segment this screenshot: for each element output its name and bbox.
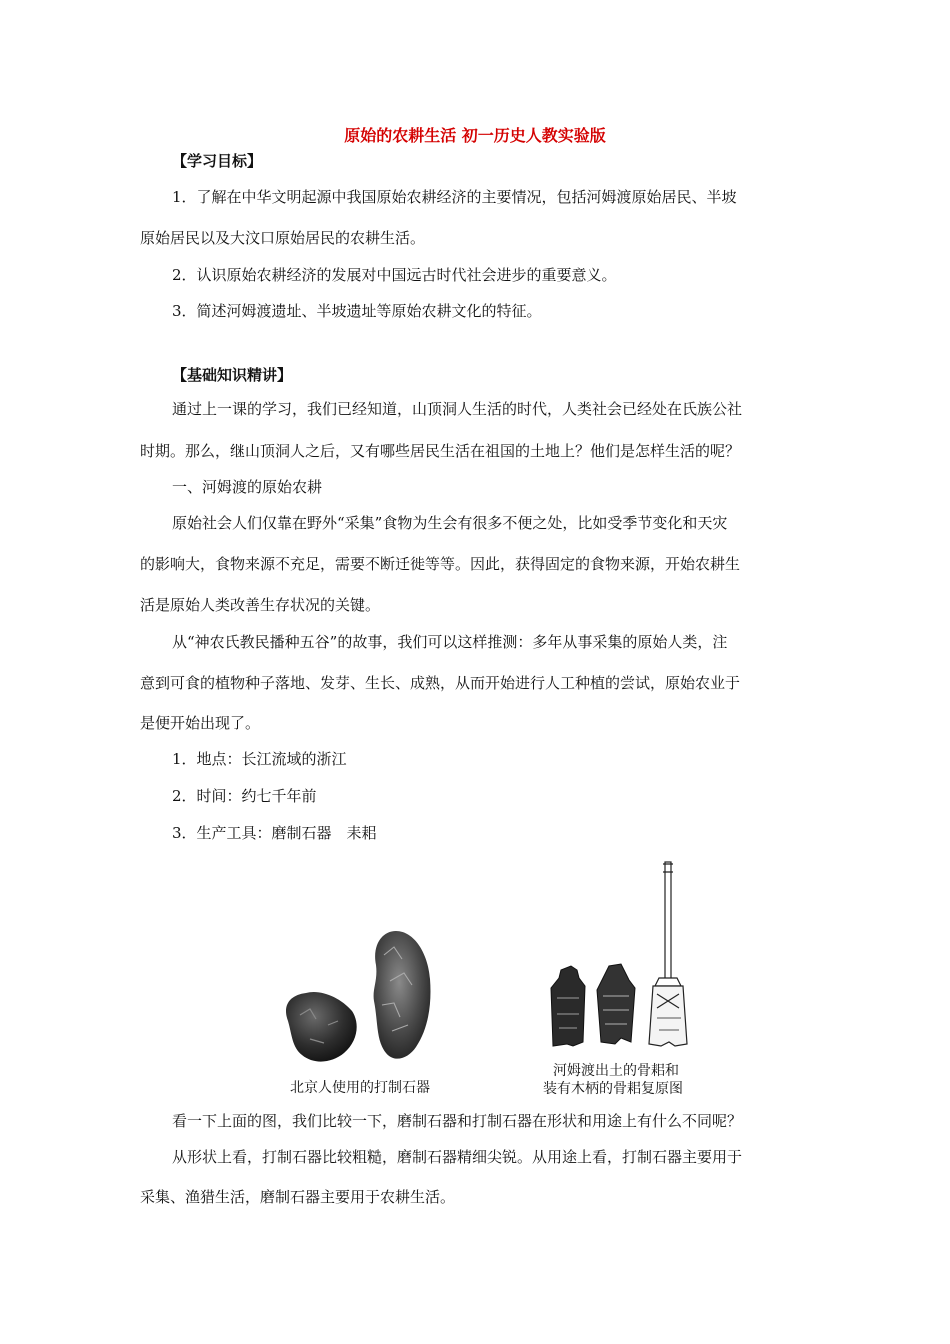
goal-1-line-1: 1．了解在中华文明起源中我国原始农耕经济的主要情况，包括河姆渡原始居民、半坡 xyxy=(172,188,737,206)
paragraph-3: 看一下上面的图，我们比较一下，磨制石器和打制石器在形状和用途上有什么不同呢？ xyxy=(172,1112,743,1130)
goal-3: 3．简述河姆渡遗址、半坡遗址等原始农耕文化的特征。 xyxy=(172,302,542,320)
caption-bone-spade-line-2: 装有木柄的骨耜复原图 xyxy=(543,1081,683,1097)
paragraph-4-line-2: 采集、渔猎生活，磨制石器主要用于农耕生活。 xyxy=(140,1188,456,1206)
reconstructed-bone-spade xyxy=(649,986,687,1046)
paragraph-1-line-1: 原始社会人们仅靠在野外“采集”食物为生会有很多不便之处，比如受季节变化和天灾 xyxy=(172,514,728,532)
caption-bone-spade-line-1: 河姆渡出土的骨耜和 xyxy=(553,1063,679,1079)
paragraph-2-line-3: 是便开始出现了。 xyxy=(140,714,261,732)
paragraph-1-line-2: 的影响大，食物来源不充足，需要不断迁徙等等。因此，获得固定的食物来源，开始农耕生 xyxy=(140,555,741,573)
paragraph-2-line-1: 从“神农氏教民播种五谷”的故事，我们可以这样推测：多年从事采集的原始人类，注 xyxy=(172,633,728,651)
subheading-hemudu: 一、河姆渡的原始农耕 xyxy=(172,478,323,496)
intro-line-2: 时期。那么，继山顶洞人之后，又有哪些居民生活在祖国的土地上？他们是怎样生活的呢？ xyxy=(140,442,741,460)
small-stone-tool xyxy=(286,992,357,1062)
paragraph-4-line-1: 从形状上看，打制石器比较粗糙，磨制石器精细尖锐。从用途上看，打制石器主要用于 xyxy=(172,1148,743,1166)
paragraph-1-line-3: 活是原始人类改善生存状况的关键。 xyxy=(140,596,381,614)
chipped-stone-tools-figure xyxy=(280,925,440,1075)
section-heading-basics: 【基础知识精讲】 xyxy=(172,366,293,384)
list-item-location: 1．地点：长江流域的浙江 xyxy=(172,750,347,768)
list-item-time: 2．时间：约七千年前 xyxy=(172,787,317,805)
bone-spade-2 xyxy=(597,964,635,1044)
bone-spade-figure xyxy=(545,858,695,1058)
section-heading-learning-goals: 【学习目标】 xyxy=(172,152,263,170)
large-stone-tool xyxy=(374,931,431,1059)
paragraph-2-line-2: 意到可食的植物种子落地、发芽、生长、成熟，从而开始进行人工种植的尝试，原始农业于 xyxy=(140,674,741,692)
caption-chipped-stone-tools: 北京人使用的打制石器 xyxy=(290,1080,430,1096)
document-title: 原始的农耕生活 初一历史人教实验版 xyxy=(344,126,606,145)
goal-1-line-2: 原始居民以及大汶口原始居民的农耕生活。 xyxy=(140,229,426,247)
goal-2: 2．认识原始农耕经济的发展对中国远古时代社会进步的重要意义。 xyxy=(172,266,617,284)
bone-spade-1 xyxy=(551,966,585,1046)
intro-line-1: 通过上一课的学习，我们已经知道，山顶洞人生活的时代，人类社会已经处在氏族公社 xyxy=(172,400,743,418)
list-item-tools: 3．生产工具：磨制石器 耒耜 xyxy=(172,824,377,842)
